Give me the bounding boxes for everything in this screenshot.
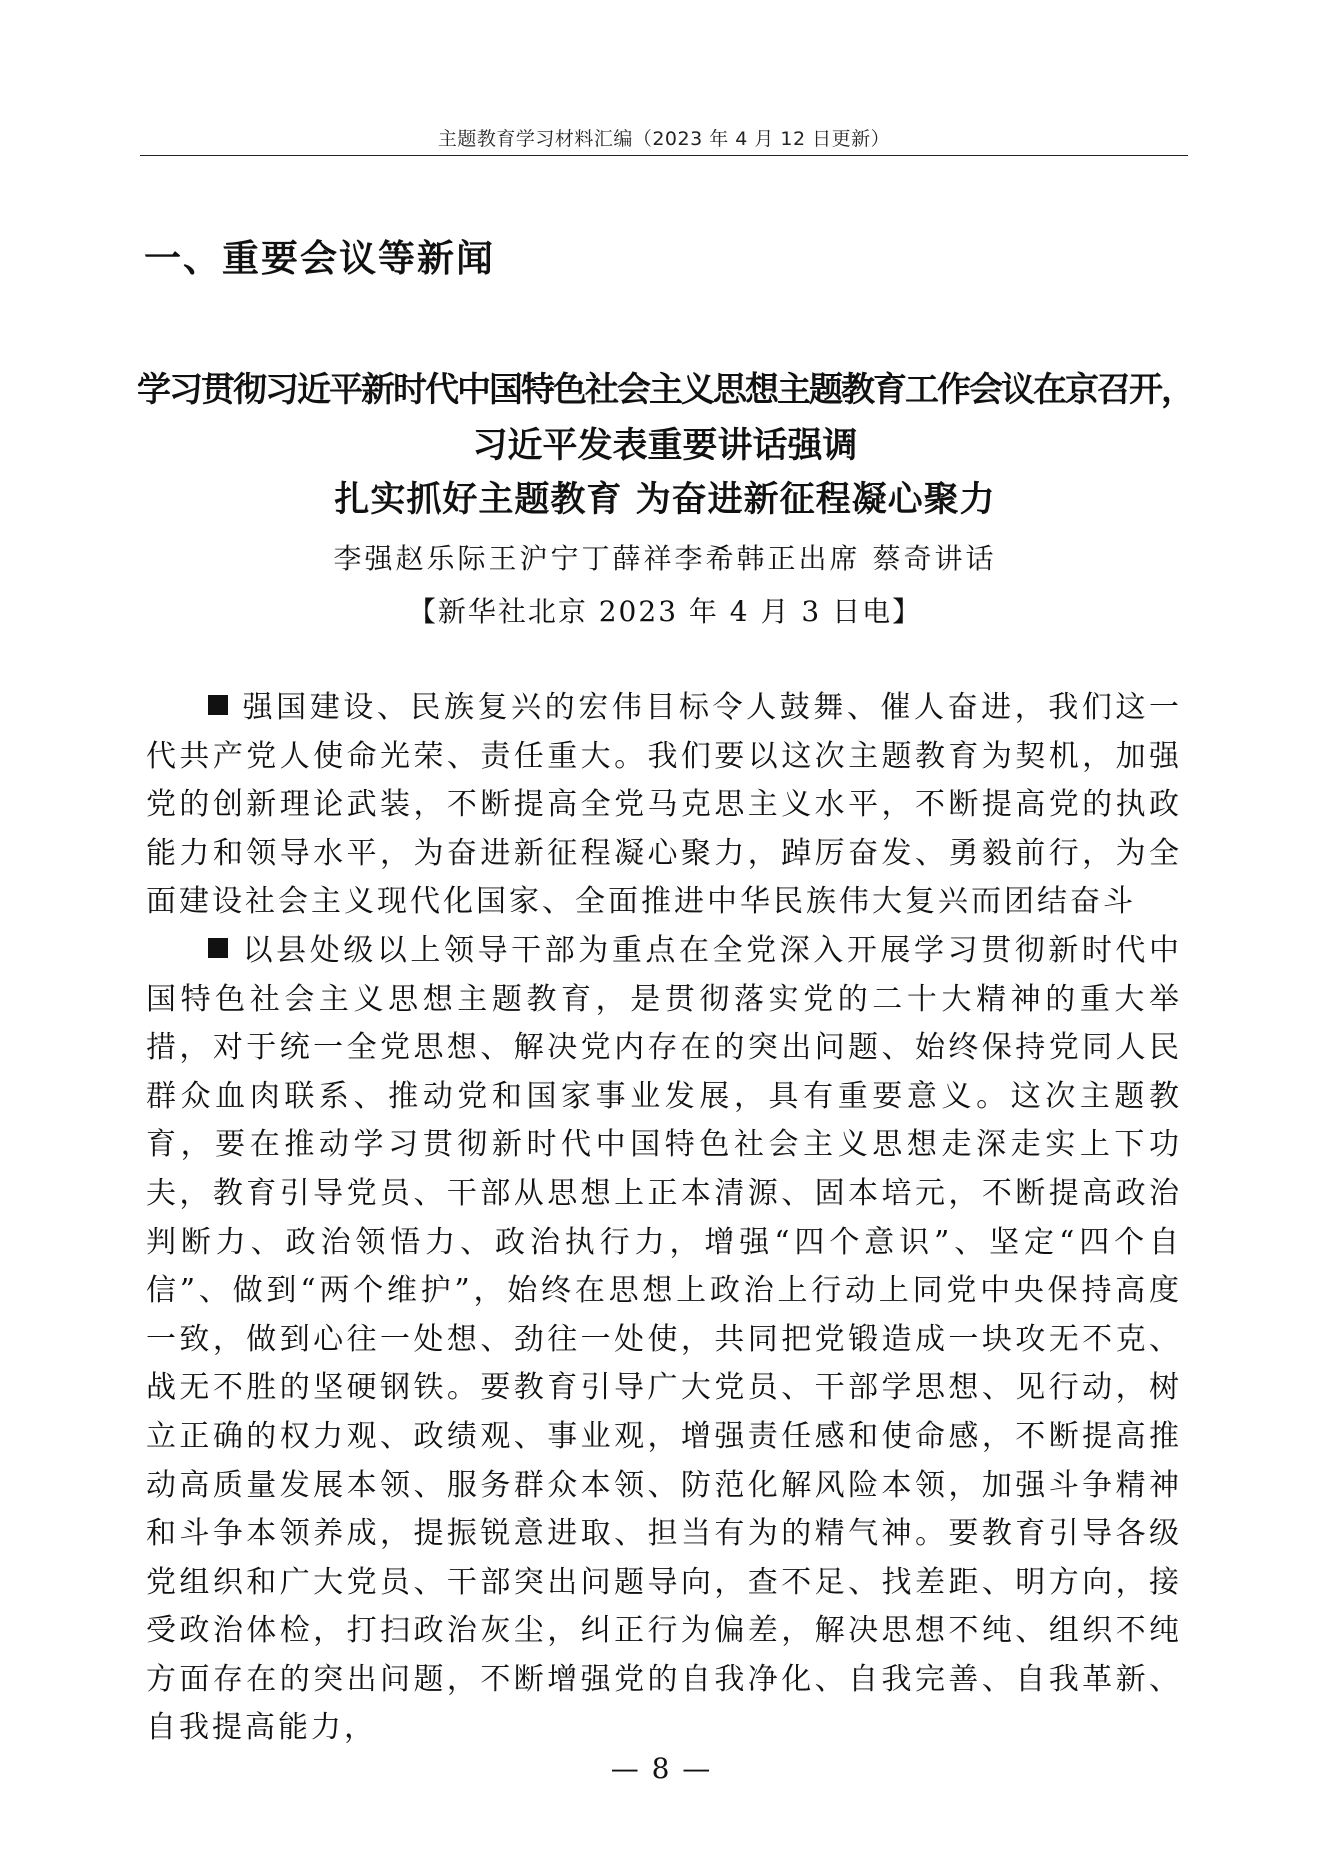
article-title-line-3: 扎实抓好主题教育 为奋进新征程凝心聚力 — [334, 479, 996, 520]
section-heading: 一、重要会议等新闻 — [144, 237, 495, 280]
paragraph-2 — [146, 927, 1182, 1753]
square-bullet-icon — [208, 938, 228, 958]
running-header: 主题教育学习材料汇编（2023 年 4 月 12 日更新） — [437, 128, 891, 150]
article-title-line-2: 习近平发表重要讲话强调 — [472, 425, 858, 466]
article-body — [146, 684, 1182, 1753]
attendees-line: 李强赵乐际王沪宁丁薛祥李希韩正出席 蔡奇讲话 — [333, 542, 997, 575]
square-bullet-icon — [208, 695, 228, 715]
article-title-line-1: 学习贯彻习近平新时代中国特色社会主义思想主题教育工作会议在京召开， — [137, 370, 1193, 410]
dateline: 【新华社北京 2023 年 4 月 3 日电】 — [407, 595, 923, 628]
paragraph-2-text: 以县处级以上领导干部为重点在全党深入开展学习贯彻新时代中国特色社会主义思想主题教育，是贯彻落实党的二十大精神的重大举措，对于统一全党思想、解决党内存在的突出问题、始终保持党同人民群众血肉联系、推动党和国家事业发展，具有重要意义。这次主题教育，要在推动学习贯彻新时代中国特色社会主义思想走深走实上下功夫，教育引导党员、干部从思想上正本清源、固本培元，不断提高政治判断力、政治领悟力、政治执行力，增强“四个意识”、坚定“四个自信”、做到“两个维护”，始终在思想上政治上行动上同党中央保持高度一致，做到心往一处想、劲往一处使，共同把党锻造成一块攻无不克、战无不胜的坚硬钢铁。要教育引导广大党员、干部学思想、见行动，树立正确的权力观、政绩观、事业观，增强责任感和使命感，不断提高推动高质量发展本领、服务群众本领、防范化解风险本领，加强斗争精神和斗争本领养成，提振锐意进取、担当有为的精气神。要教育引导各级党组织和广大党员、干部突出问题导向，查不足、找差距、明方向，接受政治体检，打扫政治灰尘，纠正行为偏差，解决思想不纯、组织不纯方面存在的突出问题，不断增强党的自我净化、自我完善、自我革新、自我提高能力， — [146, 932, 1182, 1746]
paragraph-1-text: 强国建设、民族复兴的宏伟目标令人鼓舞、催人奋进，我们这一代共产党人使命光荣、责任重大。我们要以这次主题教育为契机，加强党的创新理论武装，不断提高全党马克思主义水平，不断提高党的执政能力和领导水平，为奋进新征程凝心聚力，踔厉奋发、勇毅前行，为全面建设社会主义现代化国家、全面推进中华民族伟大复兴而团结奋斗 — [146, 690, 1182, 920]
header-divider — [140, 155, 1188, 156]
page-number: — 8 — — [610, 1752, 713, 1785]
paragraph-1 — [146, 684, 1182, 927]
